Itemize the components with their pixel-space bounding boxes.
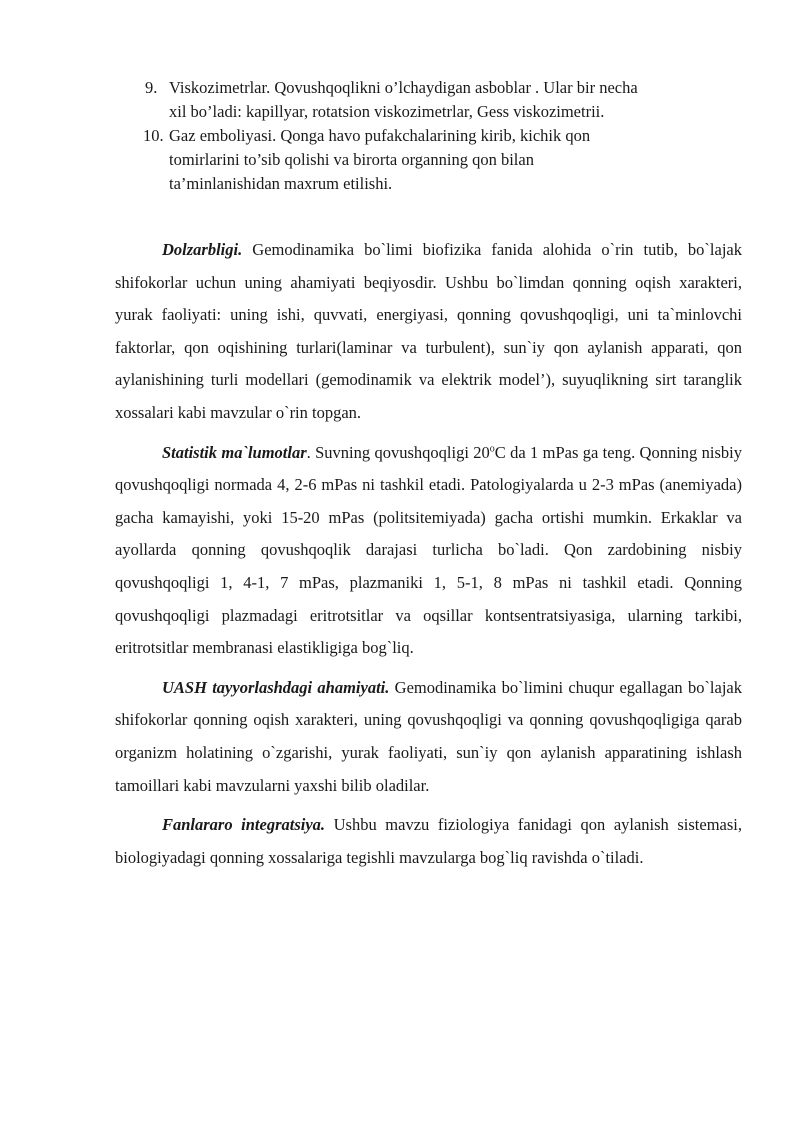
numbered-list: [145, 76, 745, 196]
paragraph-relevance: [115, 234, 742, 430]
paragraph-text: Gemodinamika bo`limini chuqur egallagan bo`lajak shifokorlar qonning oqish xarakteri, uning qovushqoqligi va qonning qovushqoqligiga qarab organizm holatining o`zgarishi, yurak faoliyati, sun`iy qon aylanish apparatining ishlash tamoillari kabi mavzularni yaxshi bilib oladilar.: [115, 677, 742, 795]
list-item-number: 10.: [143, 126, 164, 145]
body-text: [115, 234, 742, 881]
paragraph-heading: Statistik ma`lumotlar: [162, 442, 307, 462]
list-item: [145, 76, 745, 124]
list-item-number: 9.: [145, 78, 158, 97]
paragraph-text: C da 1 mPas ga teng. Qonning nisbiy qovushqoqligi normada 4, 2-6 mPas ni tashkil etadi. Patologiyalarda u 2-3 mPas (anemiyada) gacha kamayishi, yoki 15-20 mPas (politsitemiyada) gacha ortishi mumkin. Erkaklar va ayollarda qonning qovushqoqlik darajasi turlicha bo`ladi. Qon zardobining nisbiy qovushqoqligi 1, 4-1, 7 mPas, plazmaniki 1, 5-1, 8 mPas ni tashkil etadi. Qonning qovushqoqligi plazmadagi eritrotsitlar va oqsillar kontsentratsiyasiga, ularning tarkibi, eritrotsitlar membranasi elastikligiga bog`liq.: [115, 442, 743, 658]
paragraph-text: . Suvning qovushqoqligi 20: [306, 442, 490, 462]
paragraph-heading: UASH tayyorlashdagi ahamiyati.: [162, 677, 390, 697]
paragraph-statistics: [115, 437, 742, 665]
paragraph-integration: [115, 809, 742, 874]
paragraph-importance: [115, 672, 742, 802]
list-item-line: ta’minlanishidan maxrum etilishi.: [169, 174, 393, 193]
list-item-line: xil bo’ladi: kapillyar, rotatsion viskozimetrlar, Gess viskozimetrii.: [169, 102, 605, 121]
list-item-line: Gaz emboliyasi. Qonga havo pufakchalarining kirib, kichik qon: [169, 126, 591, 145]
list-item: [145, 124, 745, 196]
list-item-line: Viskozimetrlar. Qovushqoqlikni o’lchaydigan asboblar . Ular bir necha: [169, 78, 638, 97]
paragraph-text: Ushbu mavzu fiziologiya fanidagi qon aylanish sistemasi, biologiyadagi qonning xossalariga tegishli mavzularga bog`liq ravishda o`tiladi.: [115, 815, 742, 867]
degree-superscript: o: [489, 443, 495, 455]
paragraph-text: Gemodinamika bo`limi biofizika fanida alohida o`rin tutib, bo`lajak shifokorlar uchun uning ahamiyati beqiyosdir. Ushbu bo`limdan qonning oqish xarakteri, yurak faoliyati: uning ishi, quvvati, energiyasi, qonning qovushqoqligi, uni ta`minlovchi faktorlar, qon oqishining turlari(laminar va turbulent), sun`iy qon aylanish apparati, qon aylanishining turli modellari (gemodinamik va elektrik model’), suyuqlikning sirt taranglik xossalari kabi mavzular o`rin topgan.: [115, 240, 742, 422]
list-item-line: tomirlarini to’sib qolishi va birorta organning qon bilan: [169, 150, 534, 169]
paragraph-heading: Fanlararo integratsiya.: [162, 815, 326, 835]
paragraph-heading: Dolzarbligi.: [162, 240, 243, 259]
